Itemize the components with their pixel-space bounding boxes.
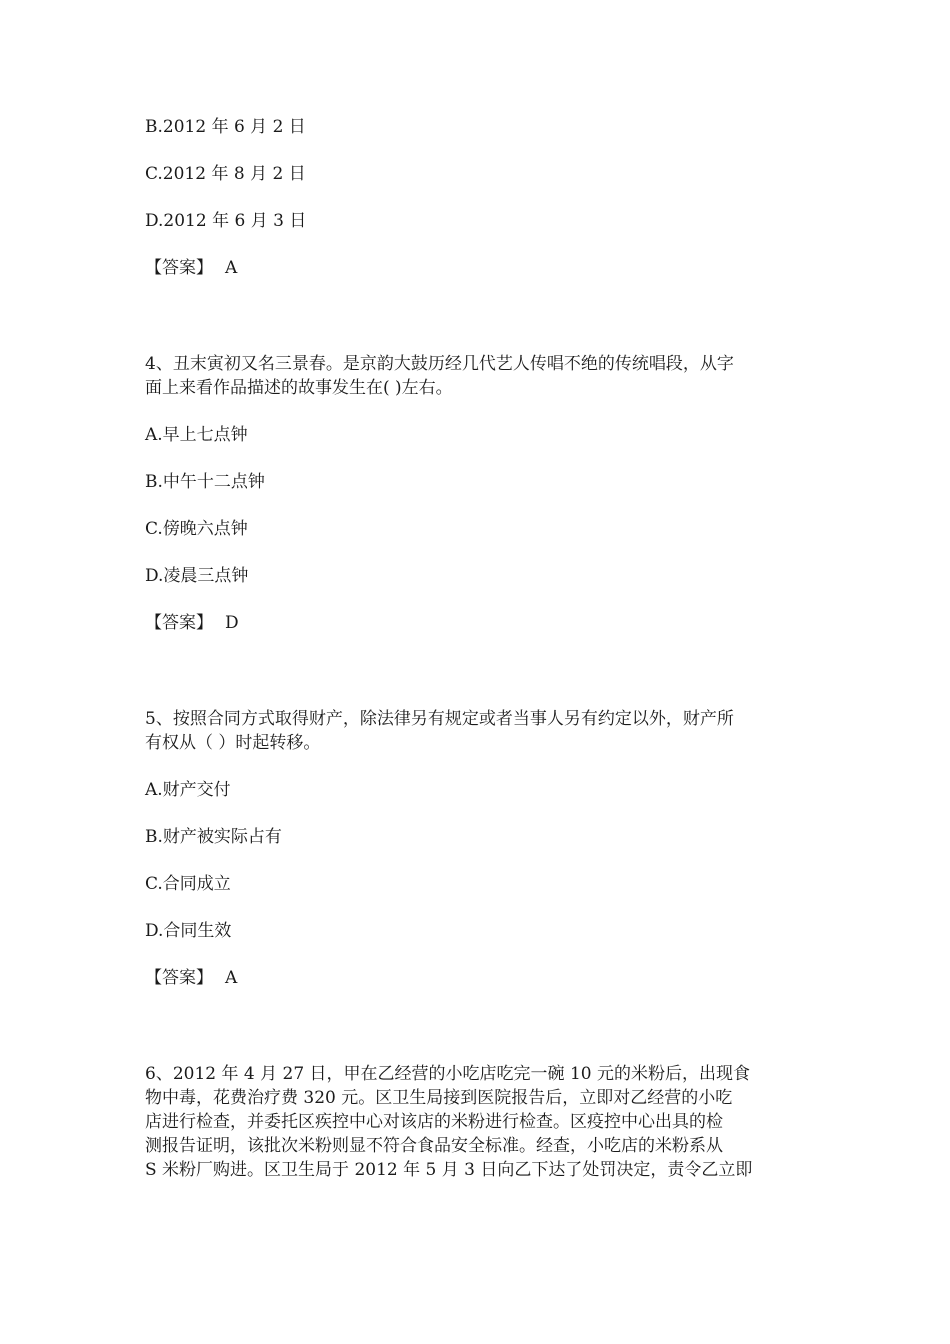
q5-stem-line-2: 有权从（ ）时起转移。 [145,733,321,753]
q5-answer-value: A [225,968,238,988]
q3-option-d: D.2012 年 6 月 3 日 [145,211,307,231]
q3-answer-value: A [225,258,238,278]
q3-option-b: B.2012 年 6 月 2 日 [145,117,306,137]
q5-option-d: D.合同生效 [145,921,232,941]
q6-stem-line-5: S 米粉厂购进。区卫生局于 2012 年 5 月 3 日向乙下达了处罚决定，责令乙立即 [145,1160,753,1180]
q5-answer-label: 【答案】 [145,968,213,988]
q6-stem-line-3: 店进行检查，并委托区疾控中心对该店的米粉进行检查。区疫控中心出具的检 [145,1112,723,1132]
q4-option-b: B.中午十二点钟 [145,472,265,492]
q5-option-b: B.财产被实际占有 [145,827,282,847]
q5-stem-line-1: 5、按照合同方式取得财产，除法律另有规定或者当事人另有约定以外，财产所 [145,709,734,729]
q4-option-d: D.凌晨三点钟 [145,566,249,586]
q4-answer-label: 【答案】 [145,613,213,633]
q4-option-c: C.傍晚六点钟 [145,519,248,539]
q6-stem-line-2: 物中毒，花费治疗费 320 元。区卫生局接到医院报告后，立即对乙经营的小吃 [145,1088,733,1108]
q5-answer [145,966,237,990]
q4-stem-line-2: 面上来看作品描述的故事发生在( )左右。 [145,378,453,398]
q4-answer [145,611,239,635]
q4-stem-line-1: 4、丑末寅初又名三景春。是京韵大鼓历经几代艺人传唱不绝的传统唱段，从字 [145,354,734,374]
q3-answer-label: 【答案】 [145,258,213,278]
q4-answer-value: D [225,613,239,633]
q6-stem-line-4: 测报告证明，该批次米粉则显不符合食品安全标准。经查，小吃店的米粉系从 [145,1136,723,1156]
q5-option-c: C.合同成立 [145,874,231,894]
q5-option-a: A.财产交付 [145,780,231,800]
q4-option-a: A.早上七点钟 [145,425,248,445]
q3-option-c: C.2012 年 8 月 2 日 [145,164,306,184]
q6-stem-line-1: 6、2012 年 4 月 27 日，甲在乙经营的小吃店吃完一碗 10 元的米粉后，出现食 [145,1064,750,1084]
q3-answer [145,256,237,280]
